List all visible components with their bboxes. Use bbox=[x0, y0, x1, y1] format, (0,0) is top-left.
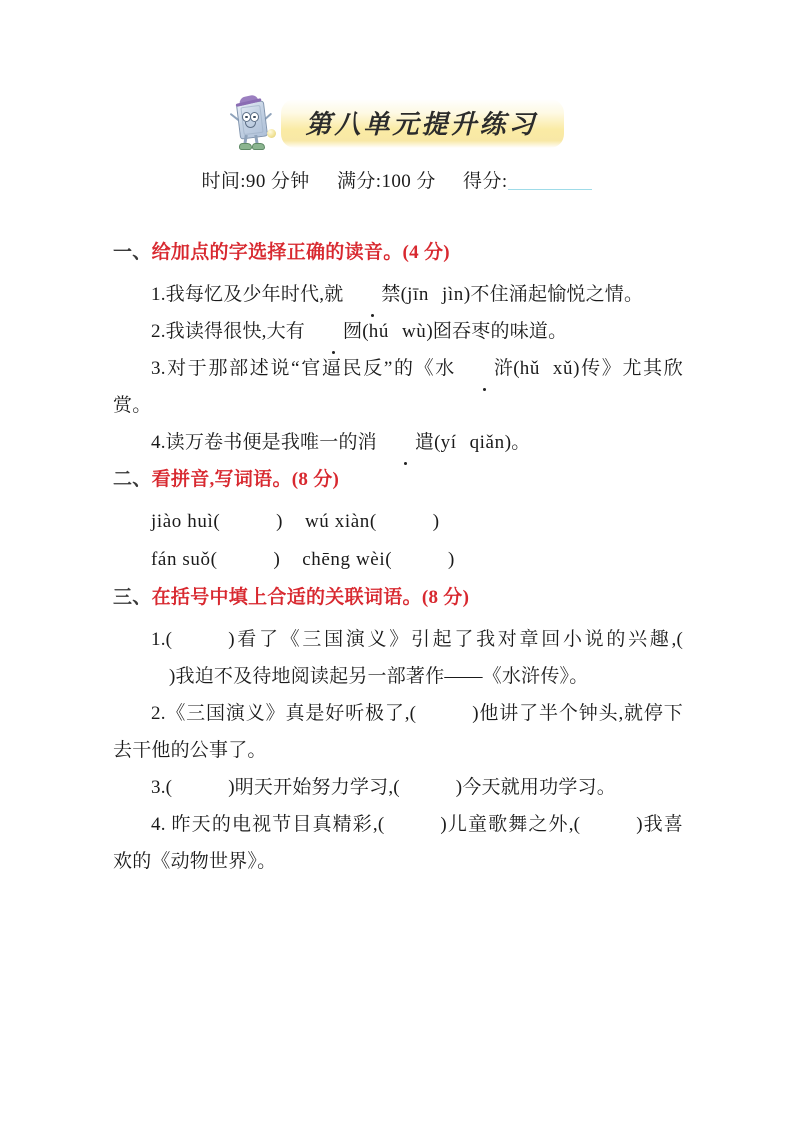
question-text-post: 传》尤其欣赏。 bbox=[113, 358, 683, 416]
question-number: 1. bbox=[151, 284, 166, 305]
pinyin-row-1: jiào huì( ) wú xiàn( ) bbox=[151, 511, 440, 532]
pinyin-option-b[interactable]: qiǎn bbox=[469, 432, 505, 453]
title-banner bbox=[281, 99, 563, 148]
question-text-pre: 读万卷书便是我唯一的消 bbox=[165, 432, 377, 453]
pinyin-option-a[interactable]: hú bbox=[368, 321, 389, 342]
question-number: 3. bbox=[151, 777, 166, 798]
dotted-char: 禁 bbox=[343, 276, 400, 313]
question-seg-b: )他讲了半个钟头,就停下去干他的公事了。 bbox=[113, 703, 683, 761]
time-label: 时间:90 分钟 bbox=[201, 171, 310, 192]
section-heading-2 bbox=[113, 463, 683, 497]
question-text-pre: 我每忆及少年时代,就 bbox=[165, 284, 344, 305]
question-seg-a: ( bbox=[165, 777, 173, 798]
question-number: 4. bbox=[151, 814, 166, 835]
dotted-char: 囫 bbox=[305, 313, 362, 350]
question-3-1 bbox=[113, 621, 683, 695]
question-number: 1. bbox=[151, 629, 166, 650]
score-label: 得分: bbox=[463, 171, 508, 192]
question-seg-a: 昨天的电视节目真精彩,( bbox=[171, 814, 385, 835]
question-seg-a: 《三国演义》真是好听极了,( bbox=[165, 703, 417, 724]
section-heading-3 bbox=[113, 581, 683, 615]
question-1-2: 2.我读得很快,大有 囫(hú wù)囵吞枣的味道。 bbox=[113, 313, 683, 350]
question-1-4: 4.读万卷书便是我唯一的消 遣(yí qiǎn)。 bbox=[113, 424, 683, 461]
question-text-post: 不住涌起愉悦之情。 bbox=[470, 284, 644, 305]
pinyin-label: chēng wèi bbox=[302, 549, 386, 570]
section-title-3: 在括号中填上合适的关联词语。 bbox=[151, 587, 422, 608]
pinyin-option-b[interactable]: wù bbox=[401, 321, 427, 342]
question-1-3: 3.对于那部述说“官逼民反”的《水 浒(hǔ xǔ)传》尤其欣赏。 bbox=[113, 350, 683, 424]
pinyin-option-b[interactable]: jìn bbox=[442, 284, 464, 305]
question-seg-b: )儿童歌舞之外,( bbox=[440, 814, 581, 835]
question-3-4 bbox=[113, 806, 683, 880]
question-number: 2. bbox=[151, 703, 166, 724]
page-title: 第八单元提升练习 bbox=[305, 109, 538, 139]
question-3-3 bbox=[113, 769, 683, 806]
section-points-1: (4 分) bbox=[402, 242, 450, 263]
section-number-2: 二、 bbox=[113, 469, 152, 490]
dotted-char: 遣 bbox=[377, 424, 434, 461]
question-seg-c: )今天就用功学习。 bbox=[455, 777, 616, 798]
section-points-2: (8 分) bbox=[291, 469, 340, 490]
section-points-3: (8 分) bbox=[421, 587, 470, 608]
title-row bbox=[0, 92, 793, 154]
question-number: 2. bbox=[151, 321, 166, 342]
dotted-char: 浒 bbox=[456, 350, 513, 387]
question-seg-b: )明天开始努力学习,( bbox=[228, 777, 400, 798]
question-number: 3. bbox=[151, 358, 166, 379]
pinyin-option-b[interactable]: xǔ bbox=[552, 358, 574, 379]
score-input-blank[interactable] bbox=[508, 172, 592, 190]
section-number-1: 一、 bbox=[113, 242, 152, 263]
book-mascot-icon bbox=[229, 96, 275, 150]
question-1-1: 1.我每忆及少年时代,就 禁(jīn jìn)不住涌起愉悦之情。 bbox=[113, 276, 683, 313]
question-seg-c: )我喜欢的《动物世界》。 bbox=[113, 814, 683, 872]
pinyin-label: wú xiàn bbox=[304, 511, 370, 532]
pinyin-option-a[interactable]: jīn bbox=[407, 284, 430, 305]
question-seg-c: )我迫不及待地阅读起另一部著作——《水浒传》。 bbox=[169, 666, 589, 687]
pinyin-option-a[interactable]: yí bbox=[440, 432, 457, 453]
section-title-2: 看拼音,写词语。 bbox=[151, 469, 292, 490]
worksheet-content bbox=[113, 236, 683, 880]
question-text-pre: 对于那部述说“官逼民反”的《水 bbox=[165, 358, 456, 379]
question-text-pre: 我读得很快,大有 bbox=[165, 321, 306, 342]
pinyin-row-2: fán suǒ( ) chēng wèi( ) bbox=[151, 549, 455, 570]
question-text-post: 囵吞枣的味道。 bbox=[432, 321, 568, 342]
exam-meta-line bbox=[0, 166, 793, 193]
section-title-1: 给加点的字选择正确的读音。 bbox=[151, 242, 403, 263]
question-text-post: 。 bbox=[511, 432, 531, 453]
question-number: 4. bbox=[151, 432, 166, 453]
section-heading-1 bbox=[113, 236, 683, 270]
pinyin-option-a[interactable]: hǔ bbox=[519, 358, 540, 379]
question-seg-a: ( bbox=[165, 629, 173, 650]
pinyin-label: fán suǒ bbox=[151, 549, 211, 570]
section-number-3: 三、 bbox=[113, 587, 152, 608]
question-seg-b: )看了《三国演义》引起了我对章回小说的兴趣,( bbox=[228, 629, 683, 650]
pinyin-label: jiào huì bbox=[151, 511, 214, 532]
total-score-label: 满分:100 分 bbox=[337, 171, 436, 192]
question-3-2 bbox=[113, 695, 683, 769]
